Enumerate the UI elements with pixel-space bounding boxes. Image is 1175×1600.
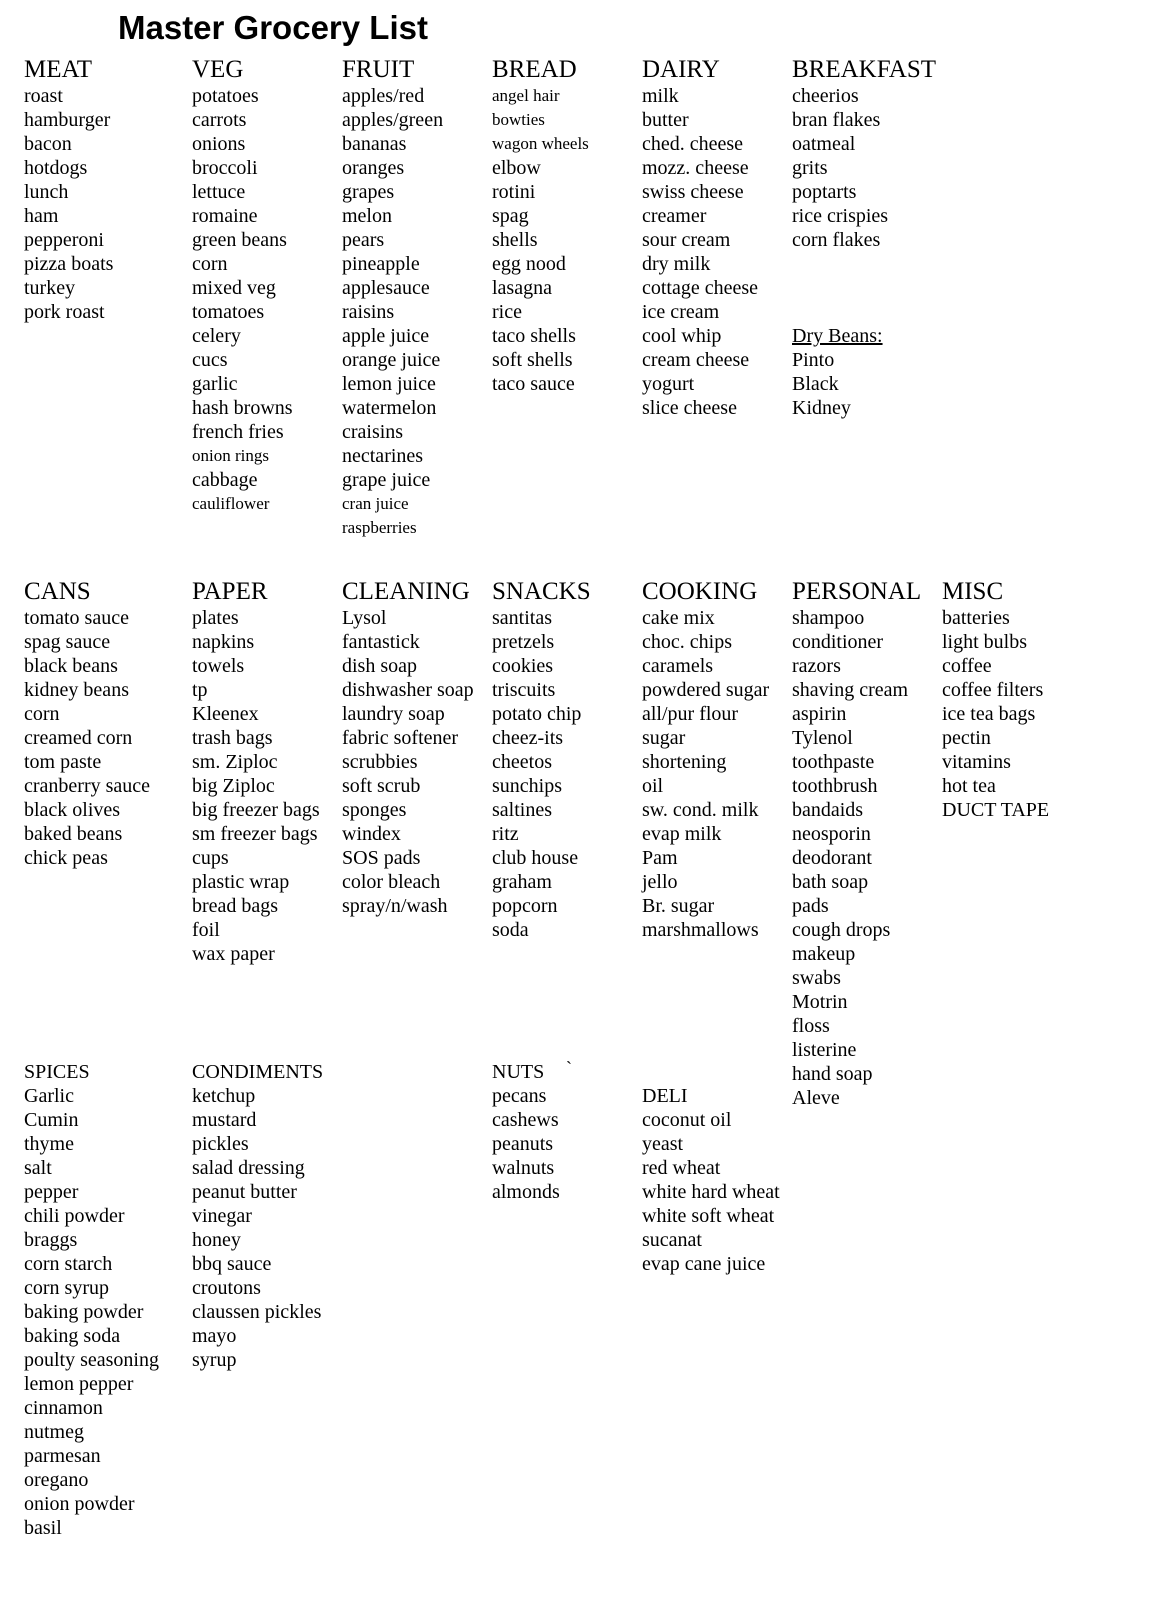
list-item: taco shells — [492, 325, 576, 347]
list-item: corn flakes — [792, 229, 881, 251]
category-meat — [24, 56, 113, 324]
stray-tick-mark: ` — [566, 1058, 572, 1078]
list-item: toothbrush — [792, 775, 878, 797]
list-item: tp — [192, 679, 208, 701]
list-item: sunchips — [492, 775, 562, 797]
list-item: bandaids — [792, 799, 864, 821]
list-item: potato chip — [492, 703, 582, 725]
category-heading: CLEANING — [342, 578, 470, 605]
list-item: parmesan — [24, 1445, 101, 1467]
list-item: roast — [24, 85, 63, 107]
list-item: syrup — [192, 1349, 237, 1371]
list-item: onions — [192, 133, 246, 155]
list-item: cinnamon — [24, 1397, 103, 1419]
list-item: makeup — [792, 943, 856, 965]
list-item: Motrin — [792, 991, 848, 1013]
list-item: croutons — [192, 1277, 261, 1299]
list-item: Kleenex — [192, 703, 259, 725]
list-item: claussen pickles — [192, 1301, 322, 1323]
list-item: cabbage — [192, 469, 258, 491]
list-item: soda — [492, 919, 529, 941]
list-item: oil — [642, 775, 664, 797]
list-item: sw. cond. milk — [642, 799, 759, 821]
list-item: nectarines — [342, 445, 424, 467]
category-heading: BREAKFAST — [792, 56, 937, 83]
list-item: angel hair — [492, 86, 560, 105]
list-item: napkins — [192, 631, 255, 653]
category-heading: VEG — [192, 56, 244, 83]
list-item: mixed veg — [192, 277, 276, 299]
list-item: cottage cheese — [642, 277, 759, 299]
list-item: cake mix — [642, 607, 715, 629]
list-item: slice cheese — [642, 397, 737, 419]
list-item: pears — [342, 229, 385, 251]
list-item: mozz. cheese — [642, 157, 749, 179]
list-item: french fries — [192, 421, 284, 443]
list-item: butter — [642, 109, 689, 131]
category-heading: SPICES — [24, 1061, 90, 1083]
list-item: red wheat — [642, 1157, 721, 1179]
list-item: milk — [642, 85, 679, 107]
list-item: coffee filters — [942, 679, 1044, 701]
list-item: ched. cheese — [642, 133, 744, 155]
list-item: white soft wheat — [642, 1205, 775, 1227]
list-item: popcorn — [492, 895, 558, 917]
list-item: creamer — [642, 205, 707, 227]
list-item: Br. sugar — [642, 895, 715, 917]
list-item: choc. chips — [642, 631, 732, 653]
list-item: basil — [24, 1517, 62, 1539]
list-item: all/pur flour — [642, 703, 739, 725]
list-item: hotdogs — [24, 157, 88, 179]
list-item: ice tea bags — [942, 703, 1036, 725]
list-item: coconut oil — [642, 1109, 732, 1131]
list-item: thyme — [24, 1133, 74, 1155]
list-item: sour cream — [642, 229, 731, 251]
list-item: coffee — [942, 655, 992, 677]
list-item: chili powder — [24, 1205, 125, 1227]
list-item: cran juice — [342, 494, 409, 513]
list-item: peanuts — [492, 1133, 554, 1155]
list-item: hand soap — [792, 1063, 873, 1085]
category-fruit — [342, 56, 443, 540]
category-dry-beans — [792, 324, 883, 420]
list-item: ketchup — [192, 1085, 256, 1107]
list-item: corn — [24, 703, 60, 725]
list-item: apples/green — [342, 109, 444, 131]
category-heading: FRUIT — [342, 56, 415, 83]
list-item: orange juice — [342, 349, 441, 371]
list-item: green beans — [192, 229, 287, 251]
list-item: pickles — [192, 1133, 249, 1155]
list-item: oranges — [342, 157, 405, 179]
list-item: pretzels — [492, 631, 555, 653]
list-item: walnuts — [492, 1157, 555, 1179]
page-title: Master Grocery List — [118, 9, 428, 46]
list-item: color bleach — [342, 871, 441, 893]
list-item: nutmeg — [24, 1421, 84, 1443]
list-item: sm freezer bags — [192, 823, 318, 845]
list-item: cranberry sauce — [24, 775, 151, 797]
list-item: poulty seasoning — [24, 1349, 159, 1371]
list-item: baking powder — [24, 1301, 144, 1323]
list-item: cream cheese — [642, 349, 750, 371]
category-heading: NUTS — [492, 1061, 545, 1083]
category-heading: CANS — [24, 578, 91, 605]
category-cleaning — [342, 578, 474, 918]
list-item: shells — [492, 229, 538, 251]
list-item: melon — [342, 205, 392, 227]
list-item: razors — [792, 655, 841, 677]
list-item: towels — [192, 655, 245, 677]
list-item: floss — [792, 1015, 830, 1037]
category-heading: SNACKS — [492, 578, 591, 605]
list-item: bananas — [342, 133, 407, 155]
list-item: craisins — [342, 421, 404, 443]
list-item: saltines — [492, 799, 552, 821]
category-cans — [24, 578, 150, 870]
list-item: toothpaste — [792, 751, 875, 773]
list-item: pepperoni — [24, 229, 104, 251]
list-item: dish soap — [342, 655, 417, 677]
list-item: black beans — [24, 655, 118, 677]
list-item: mustard — [192, 1109, 257, 1131]
list-item: cool whip — [642, 325, 722, 347]
list-item: peanut butter — [192, 1181, 297, 1203]
list-item: Cumin — [24, 1109, 79, 1131]
list-item: cheetos — [492, 751, 552, 773]
list-item: Garlic — [24, 1085, 74, 1107]
list-item: corn starch — [24, 1253, 113, 1275]
list-item: plates — [192, 607, 239, 629]
list-item: poptarts — [792, 181, 857, 203]
list-item: hash browns — [192, 397, 293, 419]
list-item: listerine — [792, 1039, 857, 1061]
list-item: applesauce — [342, 277, 430, 299]
list-item: bath soap — [792, 871, 869, 893]
list-item: lunch — [24, 181, 69, 203]
list-item: DUCT TAPE — [942, 799, 1050, 821]
list-item: creamed corn — [24, 727, 133, 749]
list-item: spray/n/wash — [342, 895, 448, 917]
list-item: apple juice — [342, 325, 430, 347]
category-paper — [192, 578, 320, 966]
list-item: lettuce — [192, 181, 246, 203]
list-item: turkey — [24, 277, 76, 299]
list-item: dry milk — [642, 253, 711, 275]
list-item: rice crispies — [792, 205, 889, 227]
list-item: batteries — [942, 607, 1010, 629]
dry-beans-heading: Dry Beans: — [792, 325, 883, 347]
list-item: Pinto — [792, 349, 835, 371]
list-item: lasagna — [492, 277, 552, 299]
list-item: bacon — [24, 133, 72, 155]
list-item: rice — [492, 301, 522, 323]
list-item: graham — [492, 871, 552, 893]
list-item: cauliflower — [192, 494, 270, 513]
list-item: black olives — [24, 799, 121, 821]
list-item: grits — [792, 157, 828, 179]
list-item: hamburger — [24, 109, 111, 131]
list-item: honey — [192, 1229, 241, 1251]
list-item: fabric softener — [342, 727, 459, 749]
list-item: hot tea — [942, 775, 996, 797]
list-item: salad dressing — [192, 1157, 305, 1179]
category-condiments — [192, 1056, 323, 1372]
list-item: sucanat — [642, 1229, 702, 1251]
list-item: shampoo — [792, 607, 865, 629]
list-item: ice cream — [642, 301, 720, 323]
list-item: triscuits — [492, 679, 556, 701]
category-breakfast — [792, 56, 936, 252]
list-item: elbow — [492, 157, 541, 179]
list-item: taco sauce — [492, 373, 575, 395]
category-misc — [942, 578, 1049, 822]
list-item: broccoli — [192, 157, 258, 179]
list-item: club house — [492, 847, 579, 869]
list-item: tom paste — [24, 751, 102, 773]
list-item: shaving cream — [792, 679, 909, 701]
list-item: chick peas — [24, 847, 108, 869]
list-item: swiss cheese — [642, 181, 744, 203]
list-item: lemon pepper — [24, 1373, 134, 1395]
list-item: swabs — [792, 967, 841, 989]
list-item: evap milk — [642, 823, 722, 845]
list-item: foil — [192, 919, 220, 941]
list-item: oatmeal — [792, 133, 856, 155]
category-veg — [192, 56, 293, 516]
list-item: braggs — [24, 1229, 78, 1251]
list-item: Lysol — [342, 607, 387, 629]
category-heading: MISC — [942, 578, 1004, 605]
list-item: wax paper — [192, 943, 275, 965]
list-item: ham — [24, 205, 59, 227]
list-item: tomatoes — [192, 301, 265, 323]
list-item: deodorant — [792, 847, 872, 869]
list-item: yogurt — [642, 373, 695, 395]
category-snacks — [492, 578, 591, 942]
list-item: dishwasher soap — [342, 679, 474, 701]
list-item: potatoes — [192, 85, 259, 107]
list-item: big Ziploc — [192, 775, 275, 797]
list-item: watermelon — [342, 397, 437, 419]
list-item: grape juice — [342, 469, 431, 491]
list-item: mayo — [192, 1325, 237, 1347]
list-item: raisins — [342, 301, 395, 323]
list-item: Tylenol — [792, 727, 853, 749]
list-item: cups — [192, 847, 229, 869]
list-item: fantastick — [342, 631, 420, 653]
list-item: aspirin — [792, 703, 847, 725]
list-item: almonds — [492, 1181, 560, 1203]
list-item: caramels — [642, 655, 714, 677]
list-item: marshmallows — [642, 919, 759, 941]
list-item: carrots — [192, 109, 247, 131]
list-item: shortening — [642, 751, 727, 773]
list-item: wagon wheels — [492, 134, 589, 153]
category-heading: MEAT — [24, 56, 93, 83]
category-heading: COOKING — [642, 578, 758, 605]
list-item: corn — [192, 253, 228, 275]
list-item: Aleve — [792, 1087, 840, 1109]
list-item: romaine — [192, 205, 258, 227]
list-item: pectin — [942, 727, 991, 749]
category-dairy — [642, 56, 758, 420]
list-item: egg nood — [492, 253, 566, 275]
list-item: grapes — [342, 181, 395, 203]
category-heading: PERSONAL — [792, 578, 922, 605]
list-item: vitamins — [942, 751, 1011, 773]
list-item: pepper — [24, 1181, 79, 1203]
list-item: trash bags — [192, 727, 273, 749]
list-item: cough drops — [792, 919, 891, 941]
list-item: powdered sugar — [642, 679, 770, 701]
list-item: bowties — [492, 110, 545, 129]
list-item: sugar — [642, 727, 686, 749]
list-item: sm. Ziploc — [192, 751, 278, 773]
list-item: celery — [192, 325, 241, 347]
list-item: Black — [792, 373, 839, 395]
list-item: rotini — [492, 181, 536, 203]
list-item: garlic — [192, 373, 238, 395]
list-item: Kidney — [792, 397, 851, 419]
category-heading: CONDIMENTS — [192, 1061, 324, 1083]
category-deli — [642, 1080, 780, 1276]
list-item: pecans — [492, 1085, 547, 1107]
list-item: pork roast — [24, 301, 105, 323]
category-bread — [492, 56, 589, 396]
list-item: cashews — [492, 1109, 559, 1131]
list-item: plastic wrap — [192, 871, 290, 893]
list-item: jello — [642, 871, 678, 893]
list-item: baked beans — [24, 823, 123, 845]
category-heading: BREAD — [492, 56, 577, 83]
list-item: salt — [24, 1157, 52, 1179]
list-item: onion rings — [192, 446, 269, 465]
list-item: big freezer bags — [192, 799, 320, 821]
category-spices — [24, 1056, 159, 1540]
list-item: evap cane juice — [642, 1253, 766, 1275]
list-item: kidney beans — [24, 679, 129, 701]
list-item: santitas — [492, 607, 552, 629]
category-heading: PAPER — [192, 578, 268, 605]
list-item: cheerios — [792, 85, 859, 107]
list-item: raspberries — [342, 518, 417, 537]
list-item: corn syrup — [24, 1277, 109, 1299]
list-item: bread bags — [192, 895, 279, 917]
list-item: bbq sauce — [192, 1253, 272, 1275]
list-item: ritz — [492, 823, 519, 845]
list-item: sponges — [342, 799, 407, 821]
list-item: tomato sauce — [24, 607, 129, 629]
list-item: cheez-its — [492, 727, 564, 749]
list-item: bran flakes — [792, 109, 881, 131]
list-item: cucs — [192, 349, 228, 371]
list-item: soft shells — [492, 349, 573, 371]
category-cooking — [642, 578, 769, 942]
list-item: pads — [792, 895, 829, 917]
list-item: yeast — [642, 1133, 684, 1155]
list-item: oregano — [24, 1469, 89, 1491]
category-heading: DELI — [642, 1085, 688, 1107]
list-item: neosporin — [792, 823, 871, 845]
list-item: Pam — [642, 847, 678, 869]
list-item: cookies — [492, 655, 554, 677]
list-item: vinegar — [192, 1205, 252, 1227]
list-item: light bulbs — [942, 631, 1028, 653]
list-item: apples/red — [342, 85, 425, 107]
list-item: windex — [342, 823, 401, 845]
list-item: soft scrub — [342, 775, 421, 797]
list-item: onion powder — [24, 1493, 135, 1515]
list-item: pizza boats — [24, 253, 114, 275]
category-heading: DAIRY — [642, 56, 720, 83]
category-nuts — [492, 1056, 560, 1204]
list-item: conditioner — [792, 631, 884, 653]
category-personal — [792, 578, 921, 1110]
list-item: spag — [492, 205, 529, 227]
list-item: baking soda — [24, 1325, 121, 1347]
list-item: lemon juice — [342, 373, 436, 395]
list-item: spag sauce — [24, 631, 111, 653]
list-item: laundry soap — [342, 703, 445, 725]
list-item: white hard wheat — [642, 1181, 780, 1203]
list-item: SOS pads — [342, 847, 421, 869]
list-item: scrubbies — [342, 751, 418, 773]
list-item: pineapple — [342, 253, 420, 275]
